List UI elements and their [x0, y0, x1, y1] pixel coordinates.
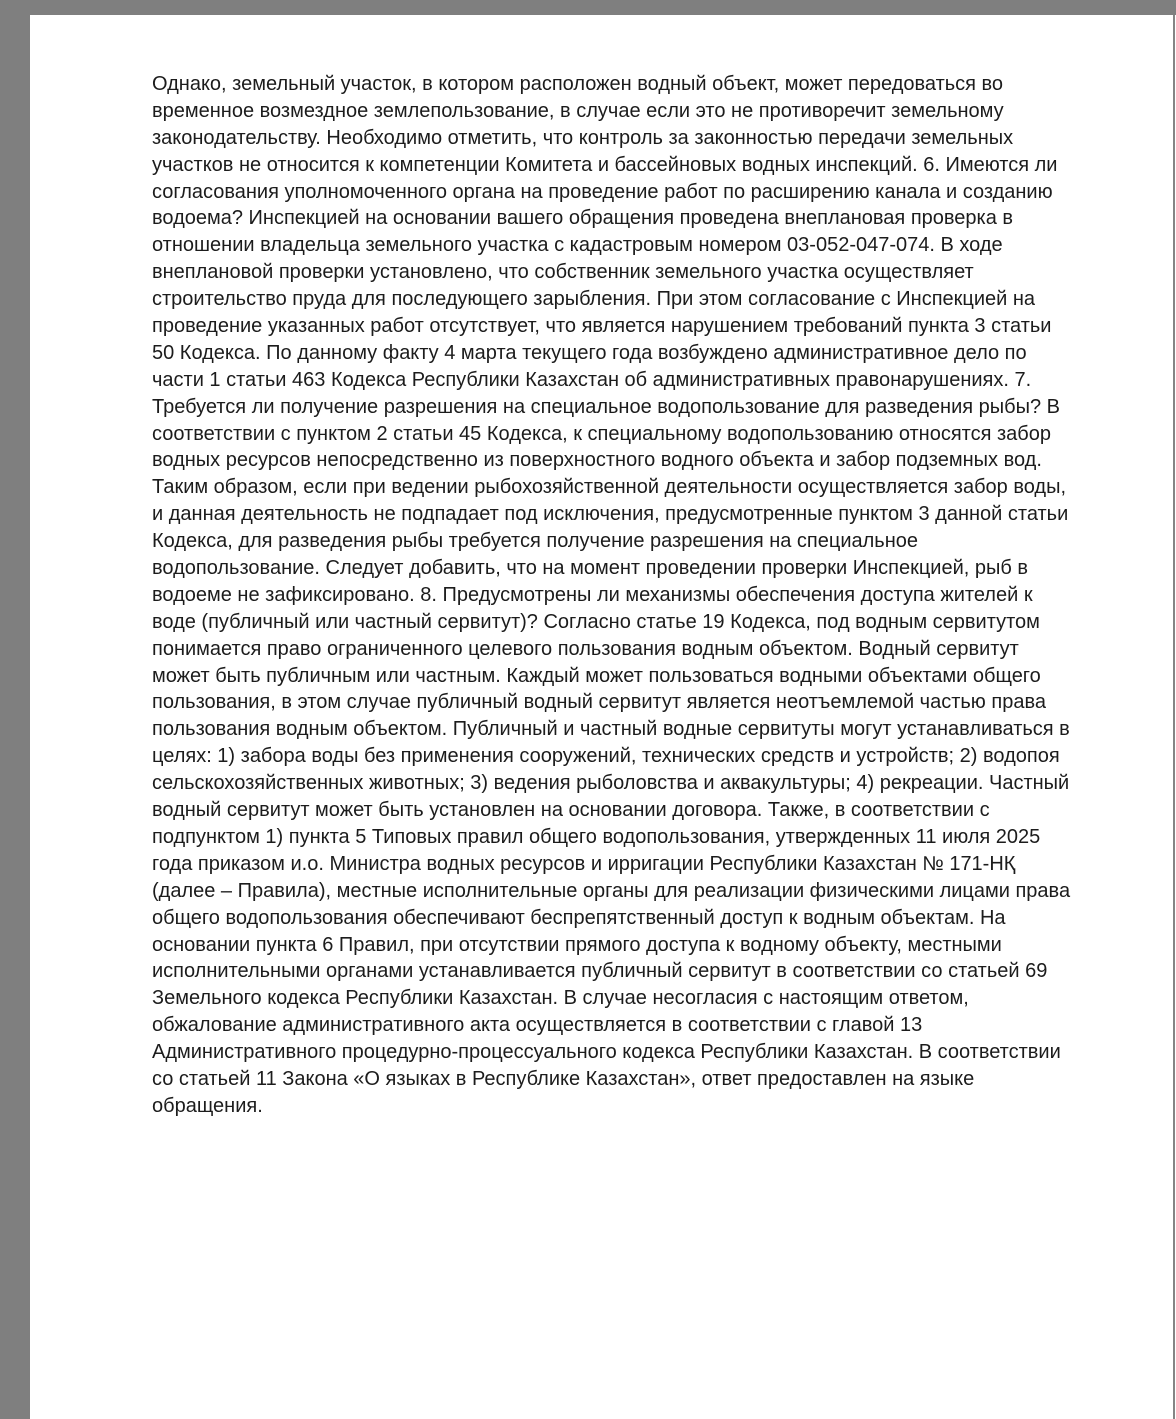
text-line: согласования уполномоченного органа на проведение работ по расширению канала и созданию	[152, 180, 1053, 203]
text-line: Однако, земельный участок, в котором расположен водный объект, может передоваться во	[152, 73, 1004, 95]
text-line: законодательству. Необходимо отметить, что контроль за законностью передачи земельных	[152, 126, 1014, 149]
text-line: со статьей 11 Закона «О языках в Республике Казахстан», ответ предоставлен на языке	[152, 1067, 975, 1090]
text-line: Таким образом, если при ведении рыбохозяйственной деятельности осуществляется забор воды,	[152, 476, 1067, 499]
text-line: водопользование. Следует добавить, что на момент проведении проверки Инспекцией, рыб в	[152, 557, 1029, 580]
text-line: воде (публичный или частный сервитут)? Согласно статье 19 Кодекса, под водным сервитутом	[152, 610, 1040, 633]
text-line: года приказом и.о. Министра водных ресурсов и ирригации Республики Казахстан № 171-НҚ	[152, 852, 1016, 875]
text-line: обращения.	[152, 1094, 263, 1117]
text-line: и данная деятельность не подпадает под исключения, предусмотренные пунктом 3 данной статьи	[152, 503, 1069, 526]
text-line: подпунктом 1) пункта 5 Типовых правил общего водопользования, утвержденных 11 июля 2025	[152, 825, 1041, 848]
text-line: водоема? Инспекцией на основании вашего обращения проведена внеплановая проверка в	[152, 207, 1014, 230]
text-line: Административного процедурно-процессуального кодекса Республики Казахстан. В соответствии	[152, 1041, 1061, 1064]
text-line: целях: 1) забора воды без применения сооружений, технических средств и устройств; 2) водопоя	[152, 745, 1060, 768]
text-line: пользования водным объектом. Публичный и частный водные сервитуты могут устанавливаться в	[152, 718, 1070, 741]
text-line: отношении владельца земельного участка с кадастровым номером 03-052-047-074. В ходе	[152, 234, 1003, 257]
text-line: проведение указанных работ отсутствует, что является нарушением требований пункта 3 статьи	[152, 315, 1052, 338]
text-line: водоеме не зафиксировано. 8. Предусмотрены ли механизмы обеспечения доступа жителей к	[152, 583, 1033, 606]
text-line: Земельного кодекса Республики Казахстан. В случае несогласия с настоящим ответом,	[152, 987, 969, 1010]
text-line: участков не относится к компетенции Комитета и бассейновых водных инспекций. 6. Имеются ли	[152, 153, 1058, 176]
window-right-border	[1173, 15, 1175, 1419]
text-line: строительство пруда для последующего зарыбления. При этом согласование с Инспекцией на	[152, 288, 1036, 311]
text-line: (далее – Правила), местные исполнительные органы для реализации физическими лицами права	[152, 879, 1071, 902]
text-line: 50 Кодекса. По данному факту 4 марта текущего года возбуждено административное дело по	[152, 341, 1027, 364]
text-line: временное возмездное землепользование, в случае если это не противоречит земельному	[152, 99, 1004, 122]
text-line: внеплановой проверки установлено, что собственник земельного участка осуществляет	[152, 261, 974, 284]
text-line: понимается право ограниченного целевого пользования водным объектом. Водный сервитут	[152, 637, 1019, 660]
text-line: водный сервитут может быть установлен на основании договора. Также, в соответствии с	[152, 799, 990, 822]
text-line: Требуется ли получение разрешения на специальное водопользование для разведения рыбы? В	[152, 395, 1060, 418]
text-line: части 1 статьи 463 Кодекса Республики Казахстан об административных правонарушениях. 7.	[152, 368, 1032, 391]
text-line: общего водопользования обеспечивают беспрепятственный доступ к водным объектам. На	[152, 906, 1006, 929]
text-line: основании пункта 6 Правил, при отсутствии прямого доступа к водному объекту, местными	[152, 933, 1002, 956]
text-line: сельскохозяйственных животных; 3) ведения рыболовства и аквакультуры; 4) рекреации. Частный	[152, 772, 1070, 795]
text-line: соответствии с пунктом 2 статьи 45 Кодекса, к специальному водопользованию относятся забор	[152, 422, 1051, 445]
text-line: пользования, в этом случае публичный водный сервитут является неотъемлемой частью права	[152, 691, 1046, 714]
text-line: может быть публичным или частным. Каждый может пользоваться водными объектами общего	[152, 664, 1041, 687]
text-line: Кодекса, для разведения рыбы требуется получение разрешения на специальное	[152, 530, 919, 553]
text-line: обжалование административного акта осуществляется в соответствии с главой 13	[152, 1014, 923, 1037]
document-text	[152, 71, 1112, 1120]
text-line: исполнительными органами устанавливается публичный сервитут в соответствии со статьей 69	[152, 960, 1048, 983]
text-line: водных ресурсов непосредственно из поверхностного водного объекта и забор подземных вод.	[152, 449, 1042, 472]
document-page	[30, 15, 1176, 1419]
